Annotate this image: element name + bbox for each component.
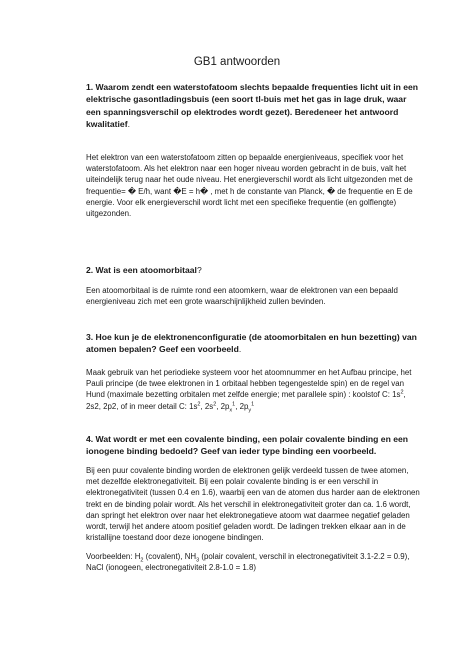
answer-2: Een atoomorbitaal is de ruimte rond een atoomkern, waar de elektronen van een bepaald energieniveau zich met een grote waarschijnlijkheid zullen bevinden. — [86, 286, 398, 307]
answer-3 — [86, 367, 422, 412]
sup-1s: 2 — [400, 389, 404, 396]
question-3-tail: . — [238, 344, 242, 355]
question-2-tail: ? — [196, 265, 202, 275]
answer-4-examples — [86, 551, 422, 573]
sub-nh3: 3 — [196, 557, 200, 564]
sub-x: x — [229, 407, 233, 414]
examples-b: (covalent), NH — [143, 552, 197, 561]
sup-2py: 1 — [251, 400, 255, 407]
sep-2s: , 2s — [200, 401, 214, 411]
sup-2s: 2 — [213, 400, 217, 407]
question-3-text: 3. Hoe kun je de elektronenconfiguratie (de atoomorbitalen en hun bezetting) van atomen bepalen? Geef een voorbeeld — [86, 332, 417, 355]
sup-1s-detail: 2 — [197, 400, 201, 407]
examples-c: (polair covalent, verschil in electronegativiteit 3.1-2.2 = 0.9), NaCl (ionogeen, electronegativiteit 2.8-1.0 = 1.8) — [86, 552, 410, 573]
sep-2py: , 2p — [235, 401, 249, 411]
question-3-heading — [86, 331, 420, 356]
question-2-text: 2. Wat is een atoomorbitaal — [86, 265, 197, 275]
answer-3-mid: , 2s2, 2p2, of in meer detail C: 1s — [86, 390, 406, 411]
examples-a: Voorbeelden: H — [86, 552, 141, 561]
sup-2px: 1 — [232, 400, 236, 407]
sub-y: y — [248, 407, 252, 414]
question-1-text: 1. Waarom zendt een waterstofatoom slechts bepaalde frequenties licht uit in een elektrische gasontladingsbuis (een soort tl-buis met het gas in lage druk, waar een spanningsverschil op elektrodes wordt gezet). Beredeneer het antwoord kwalitatief — [86, 82, 419, 130]
answer-1: Het elektron van een waterstofatoom zitten op bepaalde energieniveaus, specifiek voor het waterstofatoom. Als het elektron naar een hoger niveau worden gebracht in de buis, valt het uiteindelijk terug naar het oude niveau. Het energieverschil wordt als licht uitgezonden met de frequentie= � E/h, want �E = h� , met h de constante van Planck, � de frequentie en E de energie. Voor elk energieverschil wordt licht met een specifieke frequentie (en golflengte) uitgezonden. — [86, 153, 413, 219]
answer-4: Bij een puur covalente binding worden de elektronen gelijk verdeeld tussen de twee atomen, met dezelfde elektronegativiteit. Bij een polair covalente binding is er een verschil in elektronegativiteit (tussen 0.4 en 1.6), waarbij een van de atomen dus harder aan de elektronen trekt en de binding polair wordt. Als het verschil in elektronegativiteit groter dan ca. 1.6 wordt, dan springt het elektron over naar het elektronegatieve atoom wat daarmee negatief geladen wordt, terwijl het andere atoom positief geladen wordt. De ladingen trekken elkaar aan in de kristallijne toestand door deze ionogene bindingen. — [86, 466, 420, 543]
sep-2px: , 2p — [216, 401, 230, 411]
question-4-heading: 4. Wat wordt er met een covalente binding, een polair covalente binding en een ionogene binding bedoeld? Geef van ieder type binding een voorbeeld. — [86, 434, 409, 457]
answer-3-intro: Maak gebruik van het periodieke systeem voor het atoomnummer en het Aufbau principe, het Pauli principe (de twee elektronen in 1 orbitaal hebben tegengestelde spin) en de regel van Hund (maximale bezetting orbitalen met zelfde energie; met parallele spin) : koolstof C: 1s — [86, 368, 412, 400]
question-2-heading — [86, 264, 420, 276]
sub-h2: 2 — [140, 557, 144, 564]
question-1-tail: . — [127, 119, 130, 130]
page-title: GB1 antwoorden — [193, 56, 281, 68]
question-1-heading — [86, 81, 420, 131]
